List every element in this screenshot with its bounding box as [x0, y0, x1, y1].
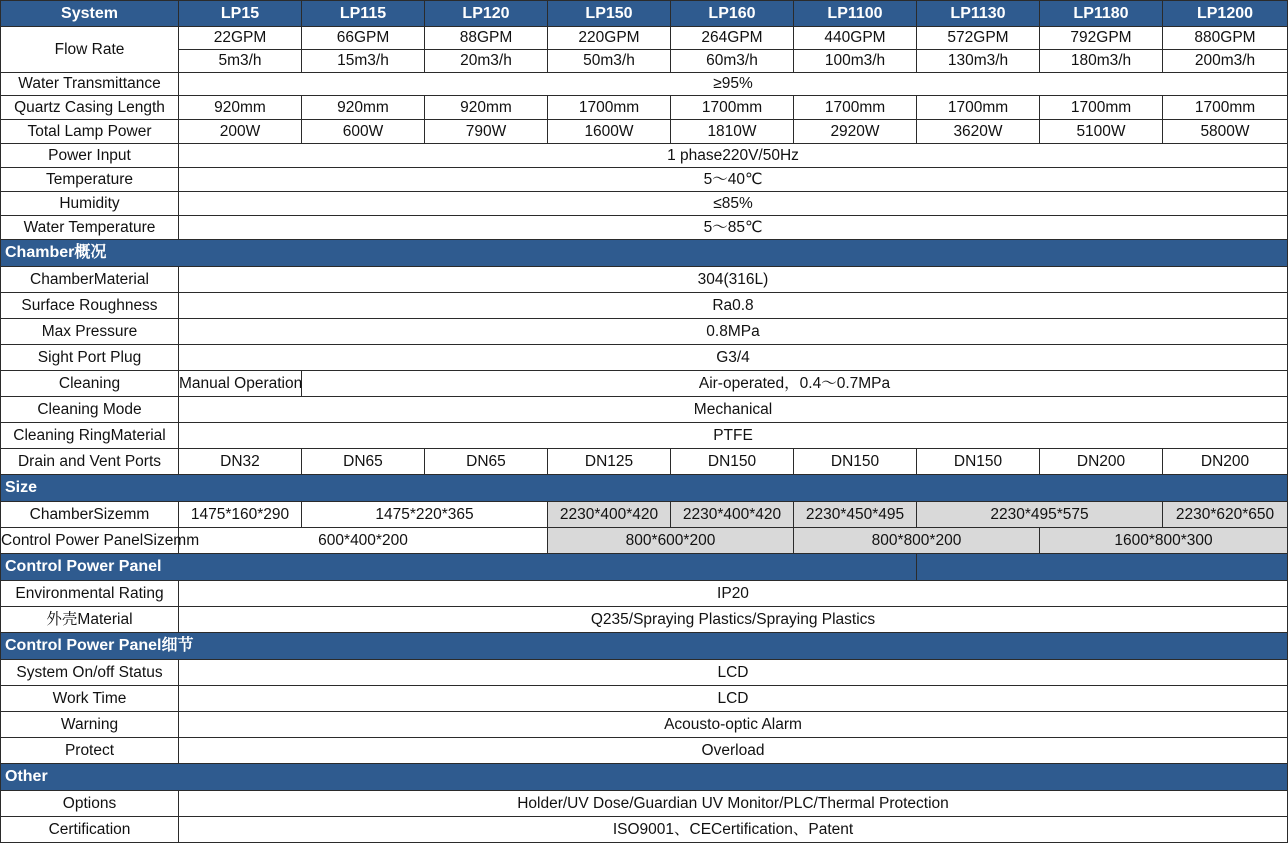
row-label: ChamberMaterial	[1, 267, 179, 293]
section-header-control-panel-detail	[1, 633, 1288, 660]
section-header-other	[1, 764, 1288, 791]
model-header: LP160	[671, 1, 794, 27]
flow-rate-m3h-row	[1, 50, 1288, 73]
table-cell: 130m3/h	[917, 50, 1040, 73]
table-row	[1, 738, 1288, 764]
row-label: Control Power PanelSizemm	[1, 528, 179, 554]
table-cell: DN65	[425, 449, 548, 475]
table-cell: 60m3/h	[671, 50, 794, 73]
table-cell: DN125	[548, 449, 671, 475]
table-row	[1, 660, 1288, 686]
row-label: Environmental Rating	[1, 581, 179, 607]
row-label: Options	[1, 791, 179, 817]
table-cell: 790W	[425, 120, 548, 144]
table-cell: 220GPM	[548, 27, 671, 50]
row-label: System On/off Status	[1, 660, 179, 686]
table-row	[1, 216, 1288, 240]
table-cell: LCD	[179, 686, 1288, 712]
table-cell: 440GPM	[794, 27, 917, 50]
table-cell: 2230*450*495	[794, 502, 917, 528]
table-cell: ISO9001、CECertification、Patent	[179, 817, 1288, 843]
section-title-filler	[917, 554, 1288, 581]
table-cell: 800*800*200	[794, 528, 1040, 554]
row-label: Water Transmittance	[1, 73, 179, 96]
table-cell: 920mm	[425, 96, 548, 120]
table-cell: 1700mm	[794, 96, 917, 120]
table-cell: G3/4	[179, 345, 1288, 371]
flow-rate-label: Flow Rate	[1, 27, 179, 73]
table-cell: 1600W	[548, 120, 671, 144]
section-title: Other	[1, 764, 1288, 791]
table-cell: LCD	[179, 660, 1288, 686]
row-label: Sight Port Plug	[1, 345, 179, 371]
row-label: Work Time	[1, 686, 179, 712]
row-label: Humidity	[1, 192, 179, 216]
model-header: LP1180	[1040, 1, 1163, 27]
section-header-size	[1, 475, 1288, 502]
table-cell: 304(316L)	[179, 267, 1288, 293]
table-cell: 1 phase220V/50Hz	[179, 144, 1288, 168]
model-header: LP1100	[794, 1, 917, 27]
table-cell: 5100W	[1040, 120, 1163, 144]
table-cell: Overload	[179, 738, 1288, 764]
row-label: Max Pressure	[1, 319, 179, 345]
table-cell: Acousto-optic Alarm	[179, 712, 1288, 738]
table-row	[1, 96, 1288, 120]
table-cell: 920mm	[179, 96, 302, 120]
table-cell: IP20	[179, 581, 1288, 607]
table-row	[1, 192, 1288, 216]
section-title: Chamber概况	[1, 240, 1288, 267]
row-label: Cleaning RingMaterial	[1, 423, 179, 449]
table-cell: 200W	[179, 120, 302, 144]
row-label: Warning	[1, 712, 179, 738]
table-cell: 20m3/h	[425, 50, 548, 73]
section-title: Control Power Panel细节	[1, 633, 1288, 660]
table-cell: 5～40℃	[179, 168, 1288, 192]
table-row	[1, 345, 1288, 371]
table-row	[1, 449, 1288, 475]
table-cell: 792GPM	[1040, 27, 1163, 50]
header-row	[1, 1, 1288, 27]
table-row	[1, 120, 1288, 144]
table-cell: Holder/UV Dose/Guardian UV Monitor/PLC/Thermal Protection	[179, 791, 1288, 817]
table-cell: 1700mm	[1040, 96, 1163, 120]
table-cell: 600*400*200	[179, 528, 548, 554]
table-row	[1, 791, 1288, 817]
row-label: Temperature	[1, 168, 179, 192]
row-label: Cleaning	[1, 371, 179, 397]
table-row	[1, 502, 1288, 528]
row-label: Cleaning Mode	[1, 397, 179, 423]
row-label: Protect	[1, 738, 179, 764]
table-cell: Mechanical	[179, 397, 1288, 423]
table-cell: Ra0.8	[179, 293, 1288, 319]
row-label: Quartz Casing Length	[1, 96, 179, 120]
model-header: LP1130	[917, 1, 1040, 27]
table-row	[1, 712, 1288, 738]
table-cell: 600W	[302, 120, 425, 144]
table-cell: 15m3/h	[302, 50, 425, 73]
table-cell: DN150	[794, 449, 917, 475]
table-cell: 1475*220*365	[302, 502, 548, 528]
table-cell: 2230*400*420	[548, 502, 671, 528]
table-cell: 66GPM	[302, 27, 425, 50]
table-row	[1, 371, 1288, 397]
table-cell: ≥95%	[179, 73, 1288, 96]
table-row	[1, 319, 1288, 345]
model-header: LP15	[179, 1, 302, 27]
table-row	[1, 423, 1288, 449]
table-cell: 22GPM	[179, 27, 302, 50]
table-cell: 180m3/h	[1040, 50, 1163, 73]
row-label: 外壳Material	[1, 607, 179, 633]
table-row	[1, 397, 1288, 423]
table-cell: ≤85%	[179, 192, 1288, 216]
section-title: Size	[1, 475, 1288, 502]
table-cell: 1600*800*300	[1040, 528, 1288, 554]
table-cell: 5m3/h	[179, 50, 302, 73]
row-label: Drain and Vent Ports	[1, 449, 179, 475]
row-label: Surface Roughness	[1, 293, 179, 319]
row-label: Power Input	[1, 144, 179, 168]
table-cell: Manual Operation	[179, 371, 302, 397]
section-header-control-panel	[1, 554, 1288, 581]
table-cell: 880GPM	[1163, 27, 1288, 50]
table-row	[1, 267, 1288, 293]
model-header: LP150	[548, 1, 671, 27]
row-label: Certification	[1, 817, 179, 843]
table-row	[1, 607, 1288, 633]
table-cell: DN200	[1163, 449, 1288, 475]
table-cell: 100m3/h	[794, 50, 917, 73]
table-row	[1, 817, 1288, 843]
table-cell: 5～85℃	[179, 216, 1288, 240]
table-cell: 572GPM	[917, 27, 1040, 50]
table-cell: 1700mm	[1163, 96, 1288, 120]
table-cell: 88GPM	[425, 27, 548, 50]
table-cell: 5800W	[1163, 120, 1288, 144]
table-cell: DN150	[917, 449, 1040, 475]
table-cell: 920mm	[302, 96, 425, 120]
model-header: LP120	[425, 1, 548, 27]
table-row	[1, 528, 1288, 554]
row-label: ChamberSizemm	[1, 502, 179, 528]
table-cell: DN32	[179, 449, 302, 475]
table-cell: 2920W	[794, 120, 917, 144]
table-cell: PTFE	[179, 423, 1288, 449]
table-cell: 200m3/h	[1163, 50, 1288, 73]
table-row	[1, 293, 1288, 319]
table-cell: 50m3/h	[548, 50, 671, 73]
model-header: LP115	[302, 1, 425, 27]
table-cell: 264GPM	[671, 27, 794, 50]
table-cell: 2230*495*575	[917, 502, 1163, 528]
table-cell: DN150	[671, 449, 794, 475]
row-label: Water Temperature	[1, 216, 179, 240]
table-cell: 0.8MPa	[179, 319, 1288, 345]
row-label: Total Lamp Power	[1, 120, 179, 144]
flow-rate-gpm-row	[1, 27, 1288, 50]
table-cell: DN200	[1040, 449, 1163, 475]
model-header: LP1200	[1163, 1, 1288, 27]
table-cell: 1475*160*290	[179, 502, 302, 528]
table-cell: DN65	[302, 449, 425, 475]
table-cell: 1810W	[671, 120, 794, 144]
table-cell: 800*600*200	[548, 528, 794, 554]
table-cell: Q235/Spraying Plastics/Spraying Plastics	[179, 607, 1288, 633]
table-row	[1, 168, 1288, 192]
table-cell: 1700mm	[917, 96, 1040, 120]
section-title: Control Power Panel	[1, 554, 917, 581]
table-cell: 3620W	[917, 120, 1040, 144]
table-cell: 2230*400*420	[671, 502, 794, 528]
system-header: System	[1, 1, 179, 27]
table-cell: Air-operated，0.4～0.7MPa	[302, 371, 1288, 397]
table-cell: 1700mm	[671, 96, 794, 120]
section-header-chamber	[1, 240, 1288, 267]
table-row	[1, 144, 1288, 168]
table-row	[1, 73, 1288, 96]
table-row	[1, 581, 1288, 607]
table-cell: 2230*620*650	[1163, 502, 1288, 528]
table-cell: 1700mm	[548, 96, 671, 120]
table-row	[1, 686, 1288, 712]
